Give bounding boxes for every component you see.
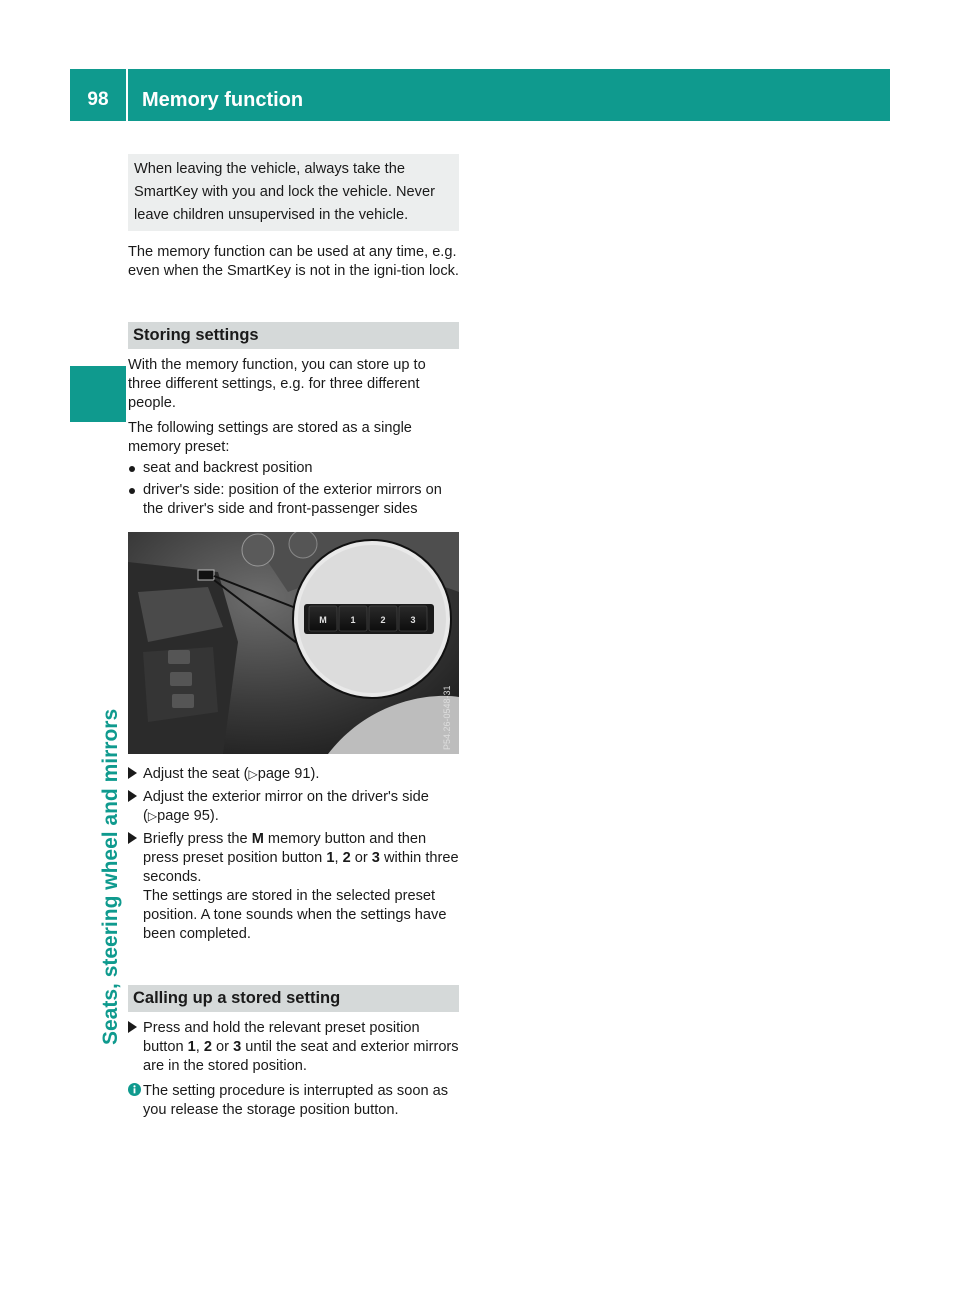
bullet-icon	[129, 488, 135, 494]
chapter-label: Seats, steering wheel and mirrors	[99, 708, 122, 1045]
section-heading-storing	[128, 322, 459, 349]
page-title: Memory function	[142, 89, 304, 111]
instruction-step: Press and hold the relevant preset position button 1, 2 or 3 until the seat and exterior mirrors are in the stored position.	[128, 1019, 459, 1076]
instruction-step: Adjust the exterior mirror on the driver's side (▷page 95).	[128, 788, 459, 826]
instruction-step: Briefly press the M memory button and then press preset position button 1, 2 or 3 within three seconds. The settings are stored in the selected preset position. A tone sounds when the settings have been completed.	[128, 830, 459, 944]
arrow-icon	[128, 832, 137, 844]
warning-box: When leaving the vehicle, always take the SmartKey with you and lock the vehicle. Never leave children unsupervised in the vehicle.	[128, 154, 459, 231]
section-heading-text: Storing settings	[133, 326, 259, 344]
page-ref-icon: ▷	[248, 767, 258, 781]
memory-button-label: M	[251, 831, 264, 847]
storing-paragraph-1: With the memory function, you can store up to three different settings, e.g. for three different people.	[128, 357, 426, 411]
info-text: The setting procedure is interrupted as soon as you release the storage position button.	[143, 1083, 449, 1118]
section-heading-text: Calling up a stored setting	[133, 989, 341, 1007]
info-note	[128, 1082, 459, 1120]
list-item-text: seat and backrest position	[143, 460, 313, 476]
memory-button-m-label: M	[319, 615, 327, 625]
intro-paragraph: The memory function can be used at any time, e.g. even when the SmartKey is not in the igni-tion lock.	[128, 244, 459, 279]
preset-button-1-label: 1	[350, 615, 356, 625]
page-reference-link[interactable]: page 91).	[257, 766, 320, 782]
section-heading-calling	[128, 985, 459, 1012]
preset-button-3-label: 3	[410, 615, 416, 625]
arrow-icon	[128, 790, 137, 802]
page-number: 98	[87, 89, 109, 110]
bullet-icon	[129, 466, 135, 472]
list-item	[128, 481, 459, 519]
page-ref-icon: ▷	[147, 809, 158, 823]
instruction-step: Adjust the seat (▷page 91).	[128, 765, 459, 784]
preset-button-2-label: 2	[380, 615, 386, 625]
storing-paragraph-2: The following settings are stored as a single memory preset:	[128, 420, 412, 455]
list-item	[128, 459, 459, 478]
door-panel-illustration	[128, 532, 459, 754]
arrow-icon	[128, 767, 137, 779]
main-content	[128, 154, 463, 1120]
step-result-text: The settings are stored in the selected preset position. A tone sounds when the settings have been completed.	[143, 888, 447, 942]
page-reference-link[interactable]: page 95).	[157, 808, 219, 824]
figure-code: P54.26-0548-31	[442, 685, 452, 750]
info-icon	[128, 1083, 141, 1096]
memory-button-photo	[128, 532, 459, 754]
list-item-text: driver's side: position of the exterior mirrors on the driver's side and front-passenger sides	[143, 482, 442, 517]
chapter-tab	[70, 366, 126, 422]
arrow-icon	[128, 1021, 137, 1033]
header-divider	[126, 69, 128, 121]
